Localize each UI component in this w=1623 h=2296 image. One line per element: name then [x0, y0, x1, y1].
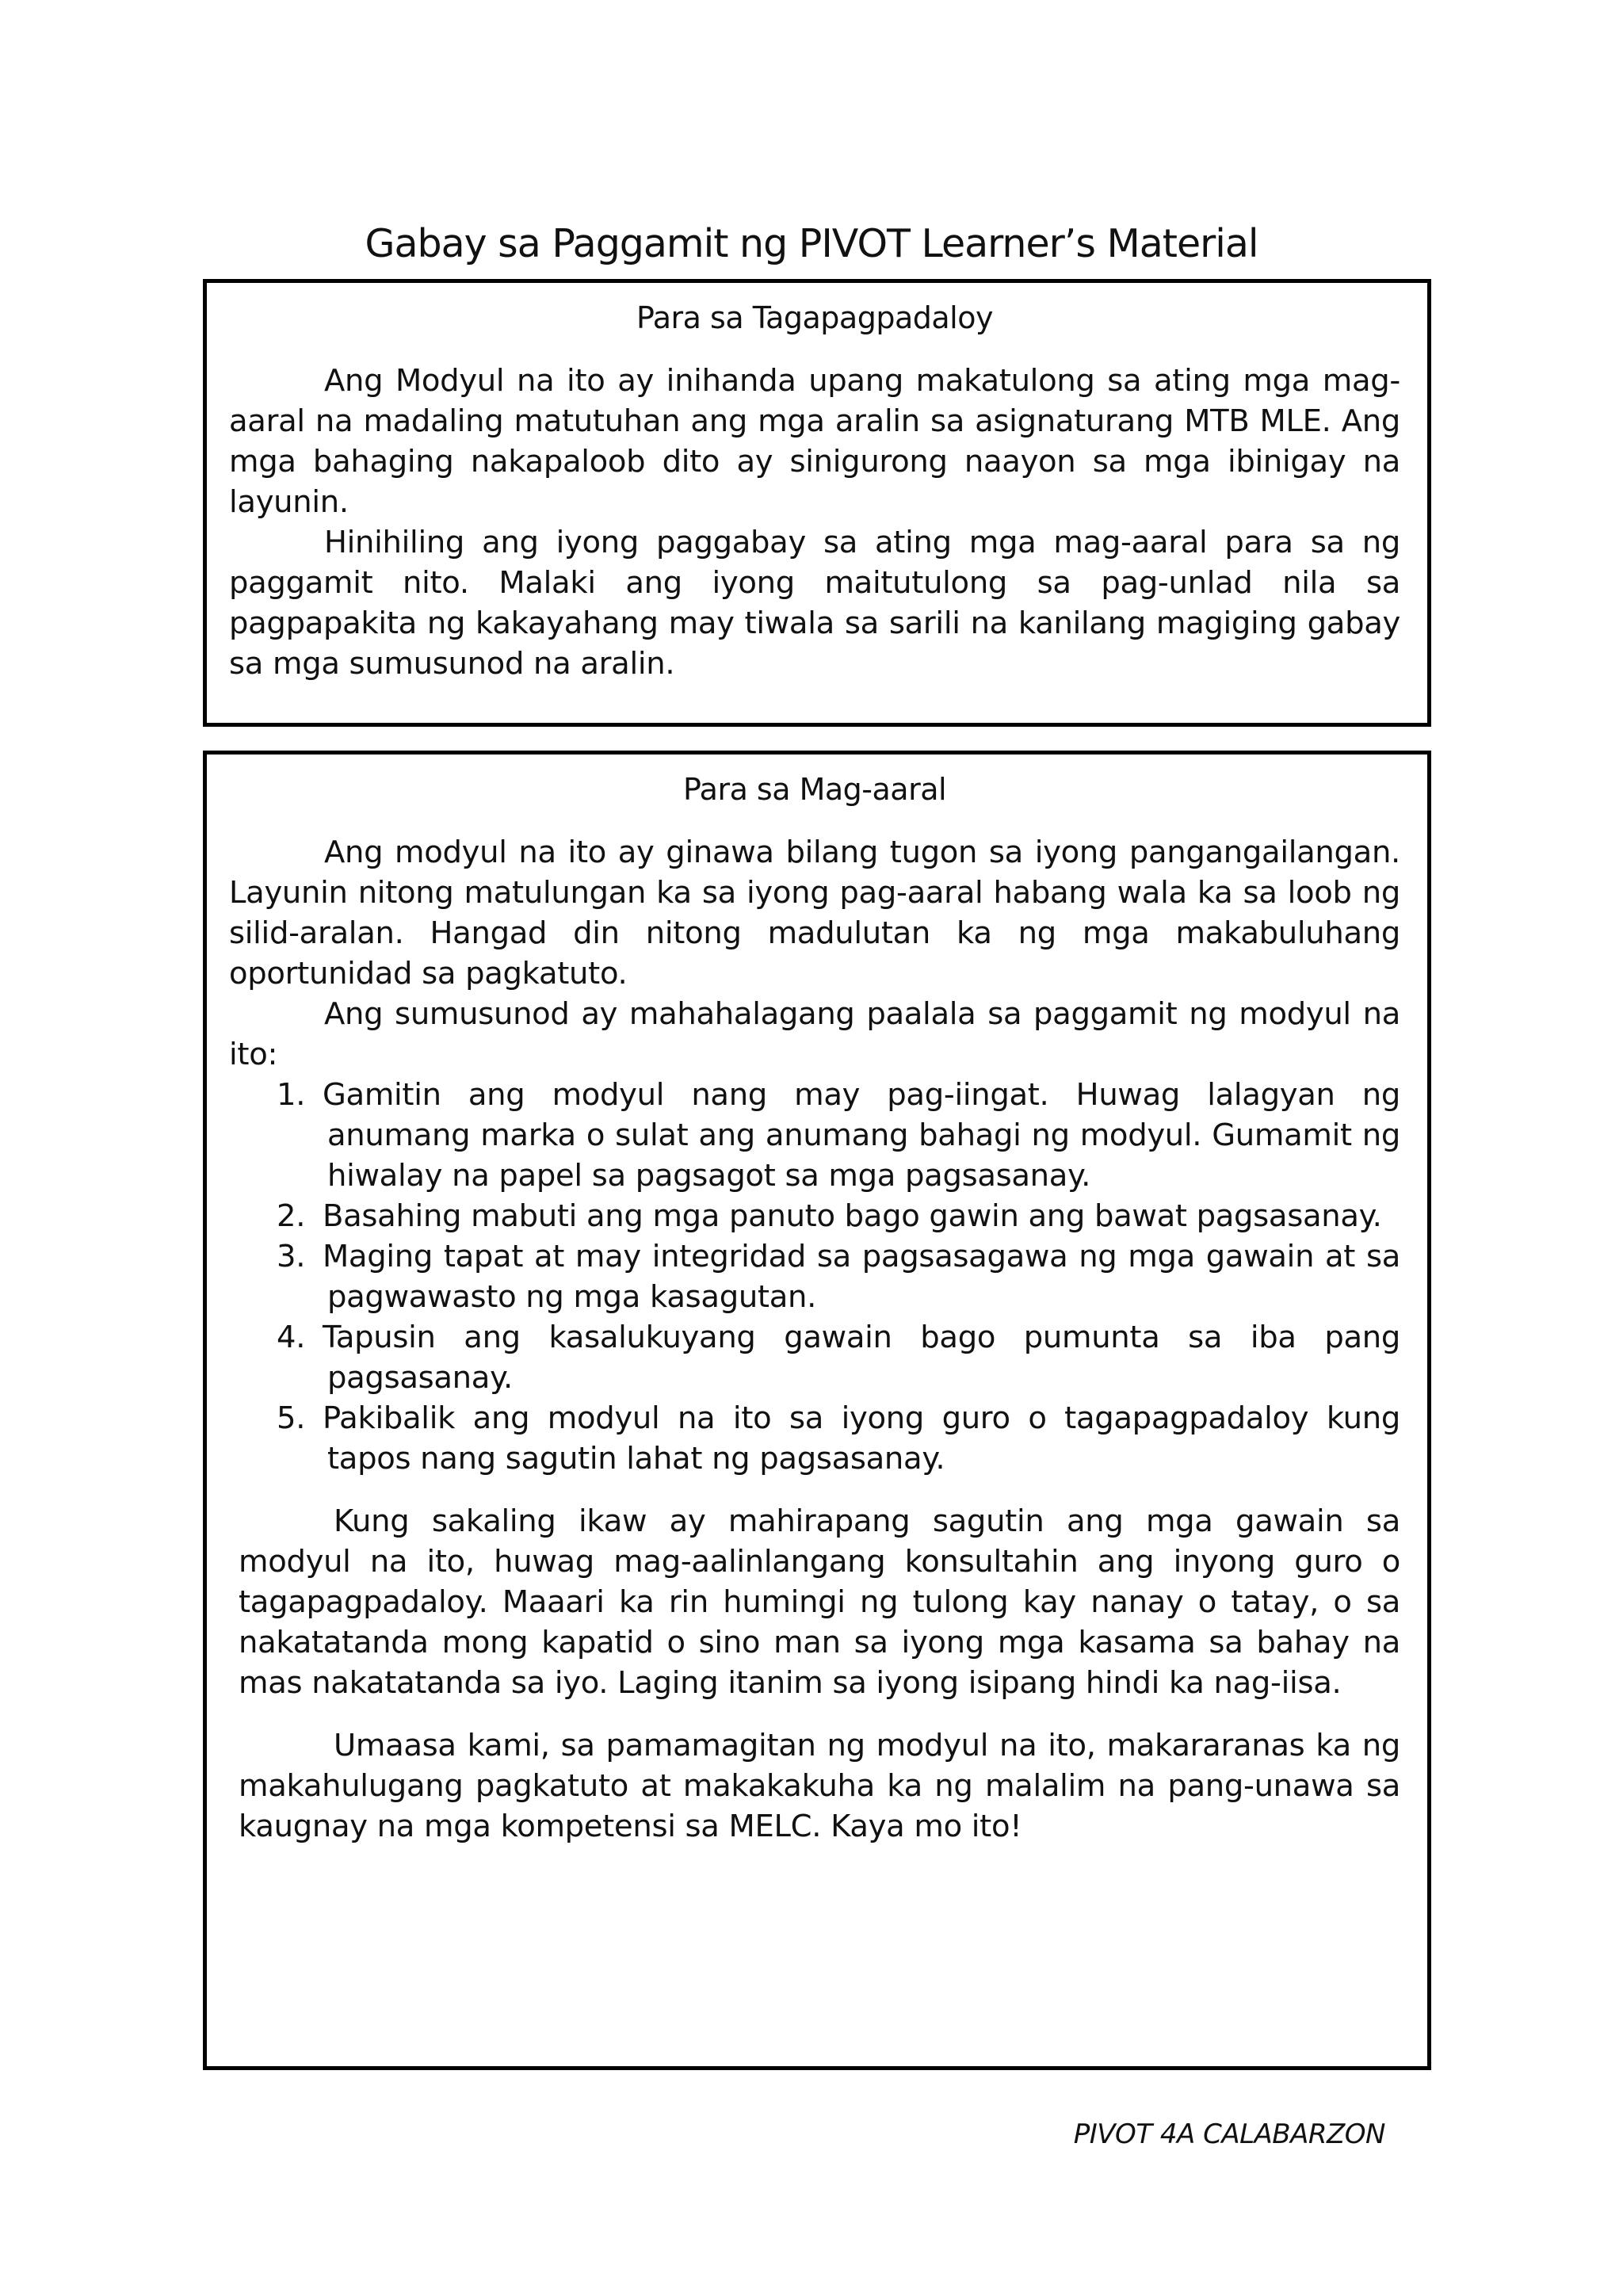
- reminder-number: 1.: [277, 1077, 306, 1113]
- teacher-guide-box: [203, 279, 1431, 727]
- learner-guide-closing-paragraph-1: Kung sakaling ikaw ay mahirapang sagutin ang mga gawain sa modyul na ito, huwag mag-aalinlangang konsultahin ang inyong guro o tagapagpadaloy. Maaari ka rin humingi ng tulong kay nanay o tatay, o sa nakatatanda mong kapatid o sino man sa iyong mga kasama sa bahay na mas nakatatanda sa iyo. Laging itanim sa iyong isipang hindi ka nag-iisa.: [239, 1503, 1400, 1701]
- reminder-item: [229, 1196, 1400, 1236]
- learner-guide-paragraph-2: Ang sumusunod ay mahahalagang paalala sa paggamit ng modyul na ito:: [229, 996, 1400, 1072]
- reminder-number: 4.: [277, 1320, 306, 1355]
- footer-label: PIVOT 4A CALABARZON: [1073, 2118, 1385, 2150]
- teacher-guide-paragraph-2: Hinihiling ang iyong paggabay sa ating mga mag-aaral para sa ng paggamit nito. Malaki ang iyong maitutulong sa pag-unlad nila sa pagpapakita ng kakayahang may tiwala sa sarili na kanilang magiging gabay sa mga sumusunod na aralin.: [229, 525, 1400, 682]
- page-title: Gabay sa Paggamit ng PIVOT Learner’s Material: [365, 221, 1258, 266]
- reminder-text: Maging tapat at may integridad sa pagsasagawa ng mga gawain at sa pagwawasto ng mga kasagutan.: [323, 1239, 1400, 1315]
- reminder-text: Pakibalik ang modyul na ito sa iyong guro o tagapagpadaloy kung tapos nang sagutin lahat ng pagsasanay.: [323, 1400, 1400, 1477]
- teacher-guide-paragraph-1: Ang Modyul na ito ay inihanda upang makatulong sa ating mga mag-aaral na madaling matutuhan ang mga aralin sa asignaturang MTB MLE. Ang mga bahaging nakapaloob dito ay sinigurong naayon sa mga ibinigay na layunin.: [229, 363, 1400, 520]
- reminders-list: [229, 1075, 1400, 1479]
- reminder-number: 2.: [277, 1198, 306, 1234]
- learner-guide-heading: Para sa Mag-aaral: [682, 772, 947, 807]
- reminder-text: Basahing mabuti ang mga panuto bago gawin ang bawat pagsasanay.: [323, 1198, 1382, 1234]
- reminder-number: 5.: [277, 1400, 306, 1436]
- reminder-item: [229, 1075, 1400, 1196]
- learner-guide-box: [203, 751, 1431, 2070]
- reminder-text: Gamitin ang modyul nang may pag-iingat. Huwag lalagyan ng anumang marka o sulat ang anumang bahagi ng modyul. Gumamit ng hiwalay na papel sa pagsagot sa mga pagsasanay.: [323, 1077, 1400, 1194]
- teacher-guide-heading: Para sa Tagapagpadaloy: [636, 300, 993, 335]
- reminder-item: [229, 1398, 1400, 1479]
- reminder-item: [229, 1236, 1400, 1317]
- learner-guide-closing-paragraph-2: Umaasa kami, sa pamamagitan ng modyul na ito, makararanas ka ng makahulugang pagkatuto at makakakuha ka ng malalim na pang-unawa sa kaugnay na mga kompetensi sa MELC. Kaya mo ito!: [239, 1728, 1400, 1844]
- reminder-number: 3.: [277, 1239, 306, 1274]
- learner-guide-paragraph-1: Ang modyul na ito ay ginawa bilang tugon sa iyong pangangailangan. Layunin nitong matulungan ka sa iyong pag-aaral habang wala ka sa loob ng silid-aralan. Hangad din nitong madulutan ka ng mga makabuluhang oportunidad sa pagkatuto.: [229, 835, 1400, 991]
- reminder-item: [229, 1317, 1400, 1398]
- reminder-text: Tapusin ang kasalukuyang gawain bago pumunta sa iba pang pagsasanay.: [323, 1320, 1400, 1396]
